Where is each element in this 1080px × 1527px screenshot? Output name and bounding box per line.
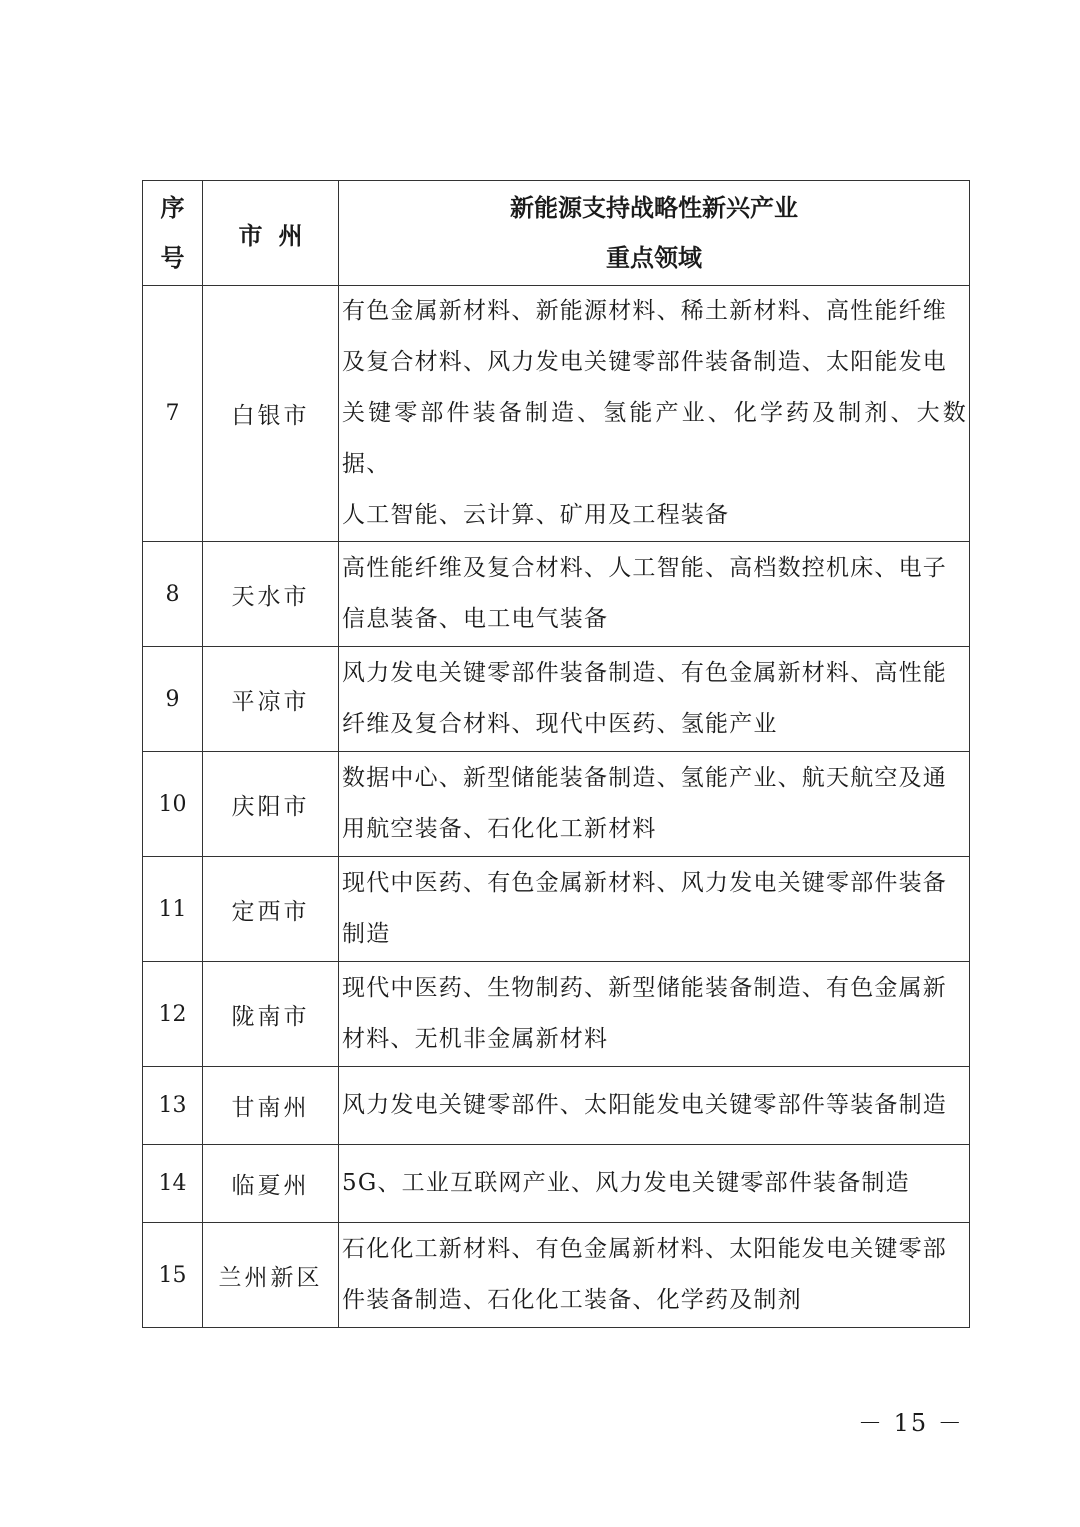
field-text-line: 件装备制造、石化化工装备、化学药及制剂	[342, 1287, 802, 1313]
table-row	[143, 1223, 970, 1328]
row-key-fields	[339, 286, 970, 542]
field-text-line: 材料、无机非金属新材料	[342, 1026, 609, 1052]
row-city: 陇南市	[203, 962, 339, 1067]
field-text-line: 石化化工新材料、有色金属新材料、太阳能发电关键零部	[342, 1236, 947, 1262]
table-row	[143, 752, 970, 857]
row-city: 定西市	[203, 857, 339, 962]
header-serial-line-2: 号	[160, 244, 185, 272]
row-key-fields	[339, 752, 970, 857]
field-text-line: 信息装备、电工电气装备	[342, 606, 609, 632]
row-key-fields	[339, 542, 970, 647]
row-city: 天水市	[203, 542, 339, 647]
header-city: 市州	[203, 181, 339, 286]
header-serial-number	[143, 181, 203, 286]
header-key-fields	[339, 181, 970, 286]
row-key-fields	[339, 1067, 970, 1145]
row-serial-number: 10	[143, 752, 203, 857]
row-city: 白银市	[203, 286, 339, 542]
field-text-line: 人工智能、云计算、矿用及工程装备	[342, 502, 730, 528]
field-text-line: 风力发电关键零部件、太阳能发电关键零部件等装备制造	[342, 1092, 947, 1118]
field-text-line: 5G、工业互联网产业、风力发电关键零部件装备制造	[342, 1170, 910, 1196]
field-text-line: 有色金属新材料、新能源材料、稀土新材料、高性能纤维	[342, 298, 947, 324]
field-text-line: 高性能纤维及复合材料、人工智能、高档数控机床、电子	[342, 555, 947, 581]
field-text-line: 现代中医药、有色金属新材料、风力发电关键零部件装备	[342, 870, 947, 896]
field-text-line: 数据中心、新型储能装备制造、氢能产业、航天航空及通	[342, 765, 947, 791]
row-serial-number: 12	[143, 962, 203, 1067]
row-serial-number: 9	[143, 647, 203, 752]
row-key-fields	[339, 962, 970, 1067]
page-number: － 15 －	[858, 1409, 964, 1437]
row-city: 甘南州	[203, 1067, 339, 1145]
row-city: 庆阳市	[203, 752, 339, 857]
table-row	[143, 542, 970, 647]
header-field-line-1: 新能源支持战略性新兴产业	[510, 194, 798, 222]
header-field-line-2: 重点领域	[606, 244, 702, 272]
field-text-line: 制造	[342, 921, 391, 947]
row-key-fields	[339, 647, 970, 752]
row-key-fields	[339, 1223, 970, 1328]
table-row	[143, 647, 970, 752]
table-row	[143, 962, 970, 1067]
row-serial-number: 13	[143, 1067, 203, 1145]
table-row	[143, 1067, 970, 1145]
header-serial-line-1: 序	[160, 194, 185, 222]
table-header-row	[143, 181, 970, 286]
row-serial-number: 8	[143, 542, 203, 647]
table-row	[143, 857, 970, 962]
table-row	[143, 286, 970, 542]
field-text-line: 风力发电关键零部件装备制造、有色金属新材料、高性能	[342, 660, 947, 686]
row-serial-number: 15	[143, 1223, 203, 1328]
row-city: 兰州新区	[203, 1223, 339, 1328]
table-row	[143, 1145, 970, 1223]
row-serial-number: 7	[143, 286, 203, 542]
row-city: 临夏州	[203, 1145, 339, 1223]
industry-table	[142, 180, 970, 1328]
field-text-line: 现代中医药、生物制药、新型储能装备制造、有色金属新	[342, 975, 947, 1001]
row-key-fields	[339, 1145, 970, 1223]
field-text-line: 关键零部件装备制造、氢能产业、化学药及制剂、大数据、	[342, 400, 967, 477]
field-text-line: 用航空装备、石化化工新材料	[342, 816, 657, 842]
row-key-fields	[339, 857, 970, 962]
row-serial-number: 11	[143, 857, 203, 962]
row-city: 平凉市	[203, 647, 339, 752]
field-text-line: 纤维及复合材料、现代中医药、氢能产业	[342, 711, 778, 737]
row-serial-number: 14	[143, 1145, 203, 1223]
field-text-line: 及复合材料、风力发电关键零部件装备制造、太阳能发电	[342, 349, 947, 375]
